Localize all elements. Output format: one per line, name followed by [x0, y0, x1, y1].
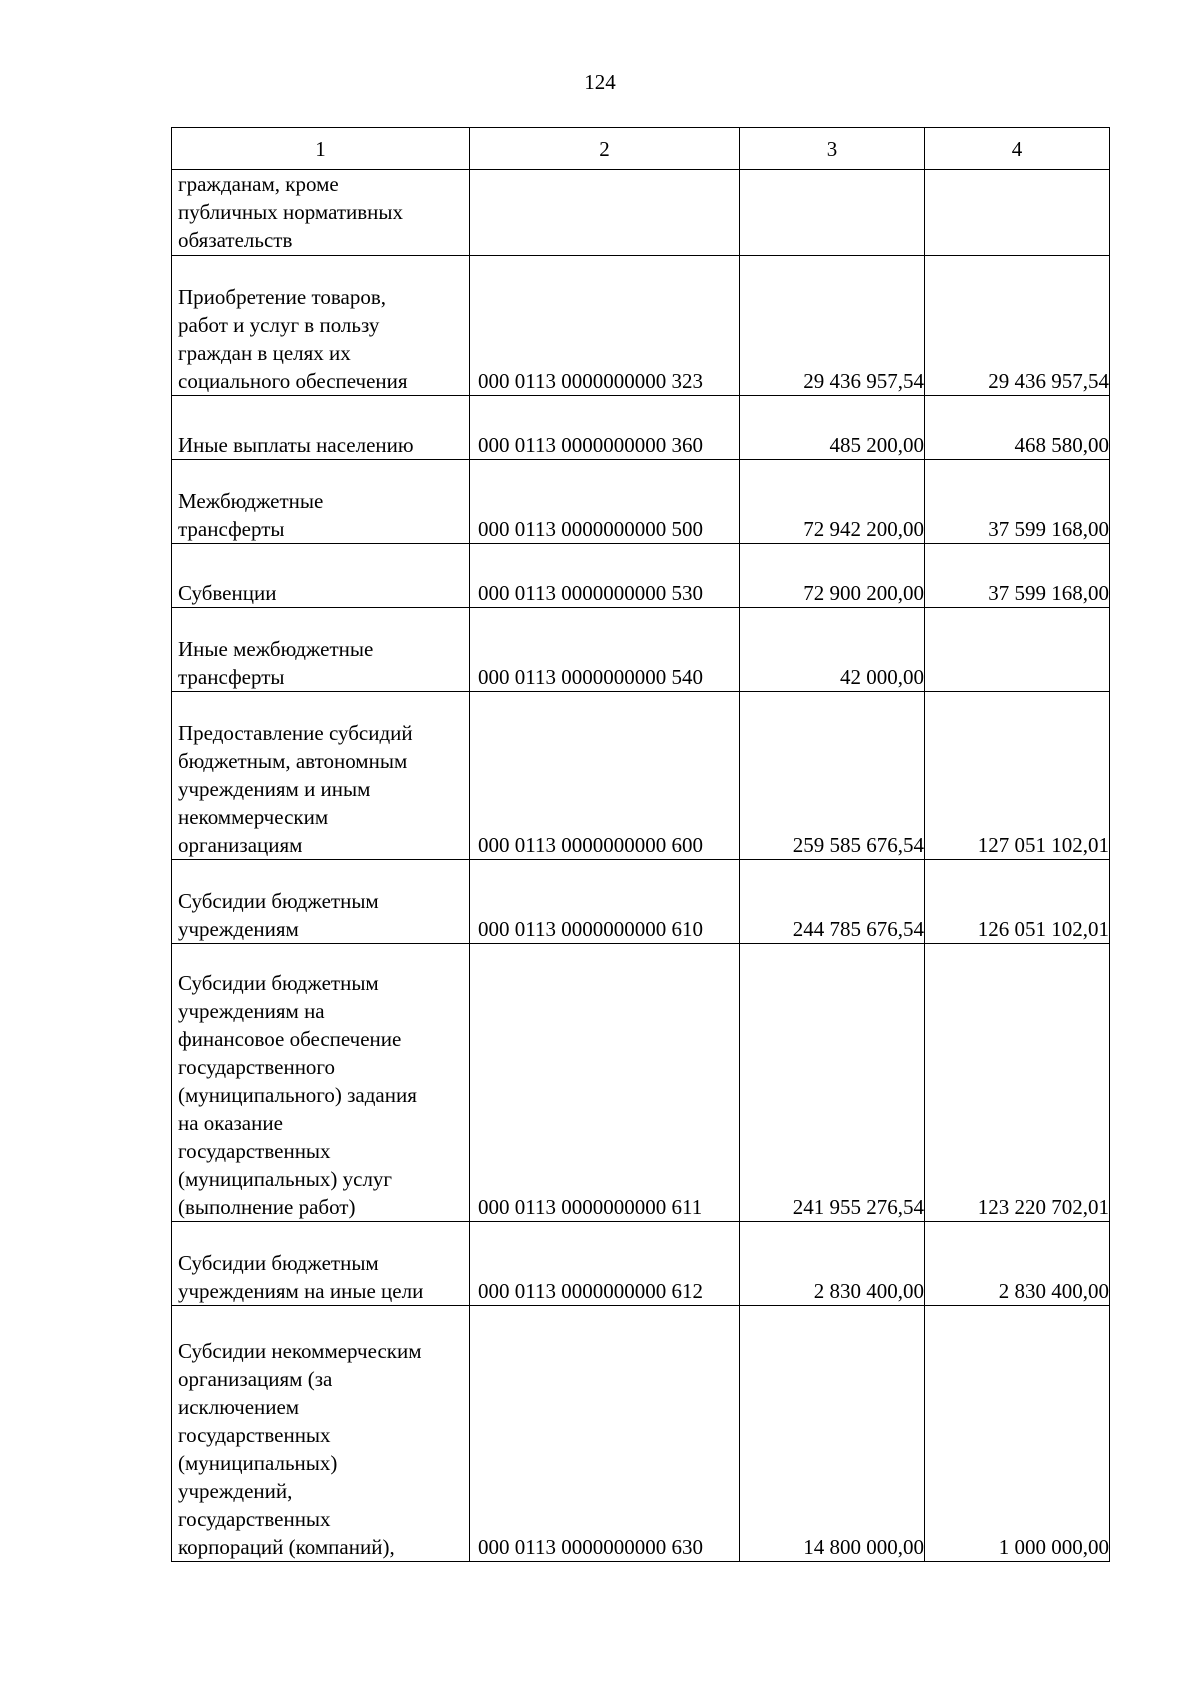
row-name: [172, 256, 470, 396]
table-row: [172, 1222, 1110, 1306]
header-col-2: 2: [470, 128, 740, 170]
row-name-line: публичных нормативных: [178, 200, 404, 224]
row-col3-value: 14 800 000,00: [740, 1306, 925, 1562]
row-name-line: учреждениям на: [178, 999, 325, 1023]
row-col4-value: 2 830 400,00: [925, 1222, 1110, 1306]
row-name-line: трансферты: [178, 517, 285, 541]
row-name-line: Межбюджетные: [178, 489, 324, 513]
row-name-line: работ и услуг в пользу: [178, 313, 380, 337]
table-row: [172, 256, 1110, 396]
row-name: [172, 1222, 470, 1306]
row-code: 000 0113 0000000000 612: [470, 1222, 740, 1306]
header-col-4: 4: [925, 128, 1110, 170]
row-name-line: исключением: [178, 1395, 300, 1419]
row-name: [172, 170, 470, 256]
table-row: [172, 608, 1110, 692]
row-name-line: на оказание: [178, 1111, 283, 1135]
row-name-line: Субсидии бюджетным: [178, 889, 379, 913]
row-name-line: организациям: [178, 833, 303, 857]
row-name-line: государственных: [178, 1507, 331, 1531]
row-col3-value: 42 000,00: [740, 608, 925, 692]
row-name-line: государственных: [178, 1139, 331, 1163]
row-code: 000 0113 0000000000 323: [470, 256, 740, 396]
row-name-line: (муниципальных): [178, 1451, 338, 1475]
row-code: 000 0113 0000000000 540: [470, 608, 740, 692]
row-name-line: трансферты: [178, 665, 285, 689]
table-row: [172, 692, 1110, 860]
row-name-line: граждан в целях их: [178, 341, 351, 365]
row-code: 000 0113 0000000000 630: [470, 1306, 740, 1562]
table-body: [172, 170, 1110, 1562]
row-name-line: Предоставление субсидий: [178, 721, 413, 745]
row-name: [172, 860, 470, 944]
row-name-line: социального обеспечения: [178, 369, 408, 393]
row-name-line: Приобретение товаров,: [178, 285, 386, 309]
row-col3-value: 244 785 676,54: [740, 860, 925, 944]
row-col3-value: 72 942 200,00: [740, 460, 925, 544]
row-name-line: учреждениям на иные цели: [178, 1279, 424, 1303]
row-name: [172, 1306, 470, 1562]
row-name-line: учреждениям и иным: [178, 777, 371, 801]
row-code: 000 0113 0000000000 600: [470, 692, 740, 860]
row-name: [172, 608, 470, 692]
row-name-line: гражданам, кроме: [178, 172, 339, 196]
header-col-3: 3: [740, 128, 925, 170]
row-name-line: некоммерческим: [178, 805, 329, 829]
row-name: [172, 944, 470, 1222]
row-name-line: Иные межбюджетные: [178, 637, 374, 661]
row-col3-value: 259 585 676,54: [740, 692, 925, 860]
row-col3-value: 29 436 957,54: [740, 256, 925, 396]
page-number: 124: [584, 70, 616, 94]
row-code: 000 0113 0000000000 610: [470, 860, 740, 944]
table-row: [172, 460, 1110, 544]
table-row: [172, 944, 1110, 1222]
row-name-line: корпораций (компаний),: [178, 1535, 395, 1559]
row-name-line: Субсидии бюджетным: [178, 1251, 379, 1275]
table-row: [172, 170, 1110, 256]
row-name-line: финансовое обеспечение: [178, 1027, 402, 1051]
table-row: [172, 860, 1110, 944]
row-name-line: Субсидии некоммерческим: [178, 1339, 422, 1363]
row-name-line: учреждений,: [178, 1479, 293, 1503]
row-name-line: Иные выплаты населению: [178, 433, 414, 457]
row-name-line: Субсидии бюджетным: [178, 971, 379, 995]
header-col-1: 1: [172, 128, 470, 170]
row-col4-value: 29 436 957,54: [925, 256, 1110, 396]
row-code: 000 0113 0000000000 500: [470, 460, 740, 544]
row-col4-value: 1 000 000,00: [925, 1306, 1110, 1562]
row-col4-value: 127 051 102,01: [925, 692, 1110, 860]
row-name: [172, 544, 470, 608]
row-code: 000 0113 0000000000 611: [470, 944, 740, 1222]
row-code: [470, 170, 740, 256]
row-col4-value: 37 599 168,00: [925, 460, 1110, 544]
row-col3-value: 2 830 400,00: [740, 1222, 925, 1306]
row-col3-value: 72 900 200,00: [740, 544, 925, 608]
row-name-line: государственных: [178, 1423, 331, 1447]
row-col4-value: 468 580,00: [925, 396, 1110, 460]
row-code: 000 0113 0000000000 360: [470, 396, 740, 460]
table-row: [172, 396, 1110, 460]
row-col4-value: [925, 608, 1110, 692]
row-name-line: Субвенции: [178, 581, 277, 605]
row-name: [172, 460, 470, 544]
row-name-line: обязательств: [178, 228, 293, 252]
table-row: [172, 544, 1110, 608]
row-name: [172, 396, 470, 460]
row-name-line: (муниципального) задания: [178, 1083, 417, 1107]
row-code: 000 0113 0000000000 530: [470, 544, 740, 608]
row-col3-value: 241 955 276,54: [740, 944, 925, 1222]
table-header-row: [172, 128, 1110, 170]
row-name: [172, 692, 470, 860]
row-name-line: государственного: [178, 1055, 336, 1079]
row-name-line: учреждениям: [178, 917, 299, 941]
row-col4-value: [925, 170, 1110, 256]
row-name-line: (выполнение работ): [178, 1195, 356, 1219]
row-col3-value: 485 200,00: [740, 396, 925, 460]
row-name-line: организациям (за: [178, 1367, 333, 1391]
budget-table: [171, 127, 1110, 1562]
row-col4-value: 37 599 168,00: [925, 544, 1110, 608]
row-name-line: (муниципальных) услуг: [178, 1167, 393, 1191]
row-name-line: бюджетным, автономным: [178, 749, 408, 773]
row-col3-value: [740, 170, 925, 256]
row-col4-value: 123 220 702,01: [925, 944, 1110, 1222]
row-col4-value: 126 051 102,01: [925, 860, 1110, 944]
table-row: [172, 1306, 1110, 1562]
